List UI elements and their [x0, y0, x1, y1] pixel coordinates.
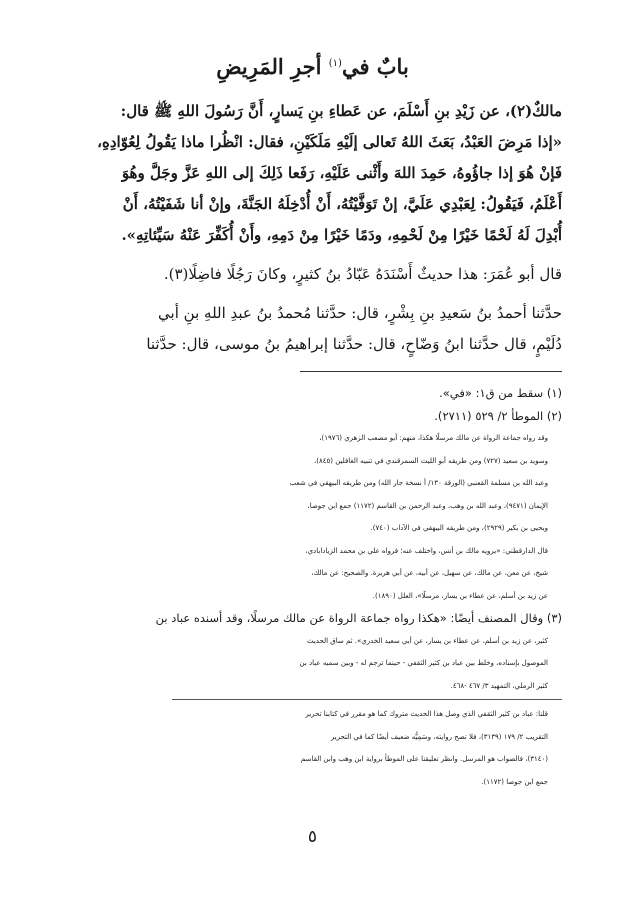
hadith-line: فَإنْ هُوَ إذا جاؤُوهُ، حَمِدَ اللهَ وأَثْنى عَلَيْهِ، رَفَعا ذَلِكَ إلى اللهِ عَزَّ وجَلَّ وهُوَ [121, 164, 562, 182]
editor-note-line: قلنا: عباد بن كثير الثقفي الذي وصل هذا الحديث متروك كما هو مقرر في كتابنا تحرير [305, 710, 548, 718]
chapter-title-text: بابٌ في [341, 54, 409, 79]
footnote-2-line: وسويد بن سعيد (٧٢٧) ومن طريقه أبو الليث السمرقندي في تنبيه الغافلين (٨٤٥)، [313, 456, 548, 465]
footnote-3-line: كثير الرملي، التمهيد ٣/ ٤٦٧ -٤٦٨. [450, 681, 548, 690]
comment-line: قال أبو عُمَرَ: هذا حديثٌ أَسْنَدَهُ عَبّادُ بنُ كثيرٍ، وكانَ رَجُلًا فاضِلًا(٣). [163, 265, 562, 283]
footnote-2: (٢) الموطأ ٢/ ٥٢٩ (٢٧١١). [434, 408, 562, 423]
chain-line: دُلَيْمٍ، قال حدَّثنا ابنُ وَضّاحٍ، قال: حدَّثنا إبراهيمُ بنُ موسى، قال: حدَّثنا [146, 335, 562, 353]
footnote-3-line: الموصول بإسناده، وخلط بين عباد بن كثير الثقفي - حينما ترجم له - وبين سميه عباد بن [299, 659, 548, 667]
editor-note-line: جمع ابن جوصا (١١٧٢). [481, 777, 548, 786]
editor-note-line: التقريب ٢/ ١٧٩ (٣١٣٩)، فلا تصح روايته، وسَمِيُّه ضعيف أيضًا كما في التحرير [330, 732, 548, 741]
footnote-separator [300, 371, 562, 372]
page-number: ٥ [307, 827, 318, 847]
footnote-3-line: (٣) وقال المصنف أيضًا: «هكذا رواه جماعة الرواة عن مالك مرسلًا، وقد أسنده عباد بن [155, 611, 562, 625]
main-text [62, 96, 562, 360]
footnote-1: (١) سقط من ق١: «في». [439, 386, 562, 400]
hadith-line: أُبْدِلَ لَهُ لَحْمًا خَيْرًا مِنْ لَحْمِهِ، ودَمًا خَيْرًا مِنْ دَمِهِ، وأَنْ أُكَفِّرَ عَنْهُ سَيِّئاتِهِ». [121, 226, 562, 244]
footnote-2-line: شيخ، عن معن، عن مالك، عن سهيل، عن أبيه، عن أبي هريرة. والصحيح: عن مالك، [311, 569, 548, 577]
hadith-line: مالكٌ(٢)، عن زَيْدِ بنِ أَسْلَمَ، عن عَطاءِ بنِ يَسارٍ، أَنَّ رَسُولَ اللهِ ﷺ قال: [120, 102, 562, 120]
hadith-line: أَعْلَمُ، فَيَقُولُ: لِعَبْدِي عَلَيَّ، إنْ تَوَفَّيْتُهُ، أَنْ أُدْخِلَهُ الجَنَّةَ، وإنْ أنا شَفَيْتُهُ، أَنْ [122, 195, 562, 213]
chapter-title [0, 54, 625, 79]
chapter-title-rest: أجرِ المَرِيضِ [216, 54, 322, 79]
footnote-2-line: الإيمان (٩٤٧١)، وعبد الله بن وهب، وعبد الرحمن بن القاسم (١١٧٢) جمع ابن جوصا، [307, 501, 548, 510]
footnote-2-line: قال الدارقطني: «يرويه مالك بن أنس، واختلف عنه؛ فرواه علي بن محمد الزيادابادي، [305, 546, 548, 555]
chain-line: حدَّثنا أحمدُ بنُ سَعيدِ بنِ بِشْرٍ، قال: حدَّثنا مُحمدُ بنُ عبدِ اللهِ بنِ أبي [158, 304, 562, 322]
spacer [62, 251, 562, 259]
footnote-2-line: ويحيى بن بكير (٢٩٢٩)، ومن طريقه البيهقي في الآداب (٧٤٠). [370, 524, 548, 532]
spacer [62, 290, 562, 298]
editor-note-separator [172, 699, 562, 701]
footnote-2-line: عن زيد بن أسلم، عن عطاء بن يسار، مرسلًا»، العلل (١٨٩٠). [372, 591, 548, 600]
chapter-title-footnote-ref: (١) [328, 58, 342, 69]
footnote-2-line: وقد رواه جماعة الرواة عن مالك مرسلًا هكذا، منهم: أبو مصعب الزهري (١٩٧٦)، [319, 434, 548, 442]
hadith-line: «إذا مَرِضَ العَبْدُ، بَعَثَ اللهُ تَعالى إلَيْهِ مَلَكَيْنِ، فقال: انْظُرا ماذا يَقُولُ لِعُوّادِهِ، [97, 133, 562, 151]
footnotes [62, 382, 562, 793]
editor-note-line: (٣١٤٠)، فالصواب هو المرسل. وانظر تعليقنا على الموطأ برواية ابن وهب وابن القاسم [300, 755, 548, 763]
footnote-2-line: وعبد الله بن مسلمة القعنبي (الورقة ١٣٠/ أ نسخة جار الله) ومن طريقه البيهقي في شعب [289, 479, 548, 487]
footnote-3-line: كثير، عن زيد بن أسلم، عن عطاء بن يسار، عن أبي سعيد الخدري». ثم ساق الحديث [306, 636, 548, 645]
